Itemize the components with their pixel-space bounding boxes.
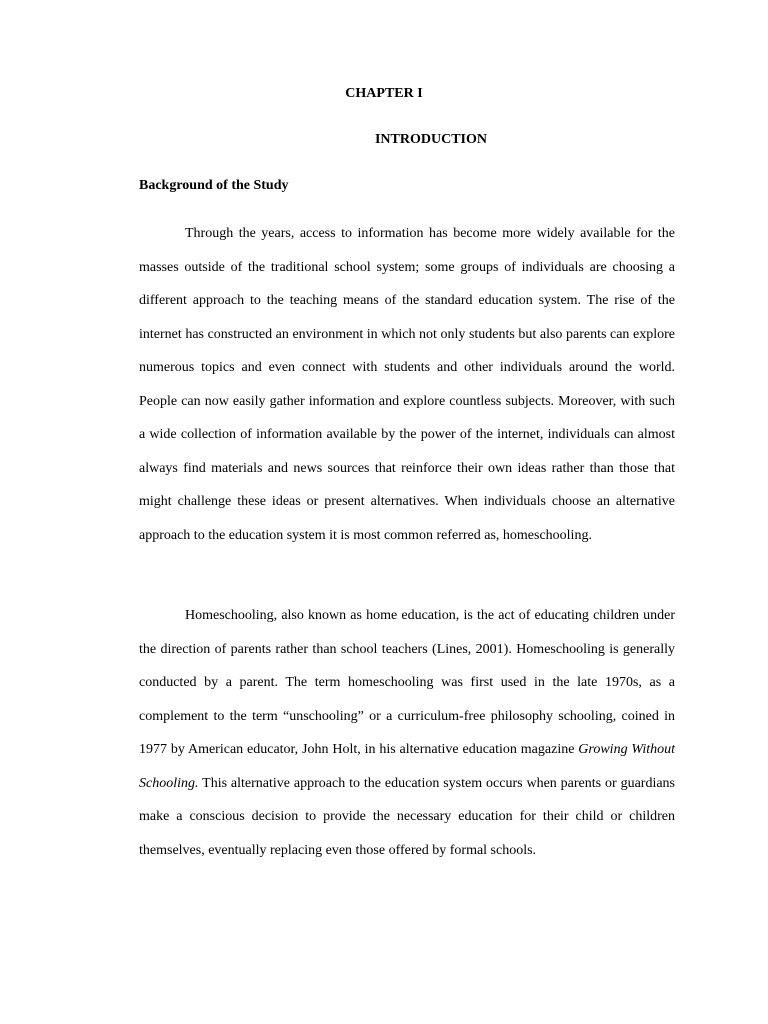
chapter-label: CHAPTER I (345, 86, 423, 101)
paragraph-2-text-before-italic: Homeschooling, also known as home education, is the act of educating children under the direction of parents rather than school teachers (Lines, 2001). Homeschooling is generally conducted by a parent. The term homeschooling was first used in the late 1970s, as a complement to the term “unschooling” or a curriculum-free philosophy schooling, coined in 1977 by American educator, John Holt, in his alternative education magazine (139, 608, 675, 757)
section-heading: Background of the Study (139, 178, 289, 193)
paragraph-2-text-after-italic: This alternative approach to the education system occurs when parents or guardians make a conscious decision to provide the necessary education for their child or children themselves, eventually replacing even those offered by formal schools. (139, 775, 675, 858)
paragraph-1: Through the years, access to information has become more widely available for the masses outside of the traditional school system; some groups of individuals are choosing a different approach to the teaching means of the standard education system. The rise of the internet has constructed an environment in which not only students but also parents can explore numerous topics and even connect with students and other individuals around the world. People can now easily gather information and explore countless subjects. Moreover, with such a wide collection of information available by the power of the internet, individuals can almost always find materials and news sources that reinforce their own ideas rather than those that might challenge these ideas or present alternatives. When individuals choose an alternative approach to the education system it is most common referred as, homeschooling. (139, 226, 675, 543)
paragraph-2 (139, 599, 675, 867)
magazine-title: Growing Without Schooling. (139, 742, 675, 791)
chapter-title: INTRODUCTION (374, 132, 487, 147)
